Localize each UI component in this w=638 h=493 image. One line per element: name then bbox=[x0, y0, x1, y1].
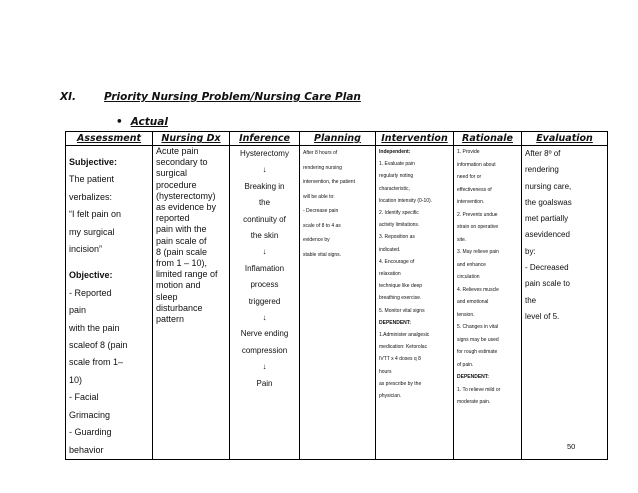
cell-line: 3. May relieve pain bbox=[457, 249, 499, 255]
cell-line: pain scale to bbox=[525, 279, 570, 289]
cell-line: pain bbox=[69, 305, 87, 316]
cell-line: 2. Identify specific bbox=[379, 210, 419, 217]
cell-line: from 1 – 10), bbox=[156, 258, 208, 269]
cell-line: limited range of bbox=[156, 269, 218, 280]
cell-line: the bbox=[525, 295, 537, 305]
cell-line: pain with the bbox=[156, 224, 207, 235]
cell-line: 8 (pain scale bbox=[156, 246, 208, 257]
cell-line: sleep bbox=[156, 291, 178, 302]
cell-line: for rough estimate bbox=[457, 349, 498, 355]
cell-line: Breaking in bbox=[244, 181, 285, 191]
cell-line: pain scale of bbox=[156, 235, 207, 246]
cell-line: ↓ bbox=[262, 247, 267, 257]
section-number: XI. bbox=[60, 91, 76, 103]
cell-line: 1. Evaluate pain bbox=[379, 161, 415, 168]
planning-cell bbox=[300, 146, 376, 460]
page-number: 50 bbox=[567, 442, 576, 451]
cell-line: 10) bbox=[69, 374, 83, 385]
cell-line: The patient bbox=[69, 174, 115, 185]
cell-line: effectiveness of bbox=[457, 186, 492, 193]
cell-line: site. bbox=[457, 236, 467, 243]
section-heading bbox=[60, 91, 361, 103]
cell-line: incision” bbox=[69, 244, 103, 255]
cell-line: breathing exercise. bbox=[379, 295, 422, 302]
assessment-cell bbox=[66, 146, 153, 460]
cell-line: Grimacing bbox=[69, 409, 111, 420]
cell-line: procedure bbox=[156, 179, 197, 190]
header-evaluation: Evaluation bbox=[522, 132, 608, 146]
cell-line: DEPENDENT: bbox=[457, 374, 489, 380]
cell-line: signs may be used bbox=[457, 336, 499, 343]
cell-line: nursing care, bbox=[525, 181, 572, 191]
cell-line: 5. Monitor vital signs bbox=[379, 307, 425, 314]
cell-line: verbalizes: bbox=[69, 191, 113, 202]
cell-line: my surgical bbox=[69, 226, 115, 237]
cell-line: ↓ bbox=[262, 313, 267, 323]
cell-line: Subjective: bbox=[69, 157, 118, 167]
cell-line: location intensity (0-10). bbox=[379, 197, 433, 204]
cell-line: activity limitations. bbox=[379, 222, 420, 229]
cell-line: information about bbox=[457, 161, 496, 168]
cell-line: behavior bbox=[69, 444, 104, 455]
cell-line: Acute pain bbox=[156, 146, 199, 156]
cell-line: process bbox=[250, 280, 279, 290]
cell-line: ↓ bbox=[262, 165, 267, 175]
cell-line: 1. To relieve mild or bbox=[457, 386, 501, 393]
cell-line: 4. Encourage of bbox=[379, 258, 415, 265]
cell-line: Inflamation bbox=[244, 263, 285, 273]
cell-line: scale from 1– bbox=[69, 357, 124, 368]
cell-line: reported bbox=[156, 213, 190, 224]
cell-line: relaxation bbox=[379, 271, 401, 278]
section-title-text: Priority Nursing Problem/Nursing Care Plan bbox=[104, 91, 361, 103]
cell-line: technique like deep bbox=[379, 283, 423, 290]
cell-line: 5. Changes in vital bbox=[457, 324, 499, 330]
cell-line: regularly noting bbox=[379, 173, 414, 180]
bullet-dot: • bbox=[116, 116, 123, 128]
cell-line: Nerve ending bbox=[240, 329, 289, 339]
cell-line: 2. Prevents undue bbox=[457, 211, 498, 218]
cell-line: 1.Administer analgesic bbox=[379, 332, 430, 339]
cell-line: characteristic, bbox=[379, 185, 410, 192]
cell-line: Hysterectomy bbox=[240, 149, 289, 158]
cell-line: 4. Relieves muscle bbox=[457, 286, 499, 293]
header-intervention: Intervention bbox=[376, 132, 454, 146]
rationale-cell bbox=[454, 146, 522, 460]
cell-line: indicated. bbox=[379, 246, 401, 253]
table-row bbox=[66, 146, 608, 460]
cell-line: strain on operative bbox=[457, 224, 499, 230]
cell-line: and enhance bbox=[457, 261, 486, 268]
header-assessment: Assessment bbox=[66, 132, 153, 146]
cell-line: Objective: bbox=[69, 270, 113, 281]
cell-line: secondary to bbox=[156, 157, 208, 168]
cell-line: asevidenced bbox=[525, 230, 570, 240]
cell-line: - Decrease pain bbox=[303, 208, 339, 214]
cell-line: disturbance bbox=[156, 302, 203, 313]
cell-line: moderate pain. bbox=[457, 399, 491, 405]
intervention-cell bbox=[376, 146, 454, 460]
cell-line: compression bbox=[241, 345, 288, 355]
cell-line: tension. bbox=[457, 311, 475, 318]
cell-line: - Guarding bbox=[69, 427, 112, 438]
cell-line: continuity of bbox=[243, 214, 286, 224]
cell-line: of pain. bbox=[457, 361, 474, 368]
cell-line: stable vital signs. bbox=[303, 251, 342, 258]
cell-line: scale of 8 to 4 as bbox=[303, 222, 341, 229]
cell-line: the skin bbox=[250, 231, 279, 241]
cell-line: 1. Provide bbox=[457, 149, 480, 155]
cell-line: Pain bbox=[256, 378, 273, 388]
cell-line: by: bbox=[525, 246, 536, 256]
cell-line: “I felt pain on bbox=[69, 209, 122, 220]
cell-line: rendering bbox=[525, 165, 559, 175]
cell-line bbox=[69, 258, 149, 267]
cell-line: pattern bbox=[156, 314, 185, 325]
cell-line: rendering nursing bbox=[303, 164, 342, 171]
cell-line: need for or bbox=[457, 174, 482, 180]
cell-line: After 8º of bbox=[525, 149, 561, 158]
cell-line: triggered bbox=[248, 296, 281, 306]
nursing-dx-cell bbox=[153, 146, 230, 460]
cell-line: IVTT x 4 doses q 8 bbox=[379, 356, 421, 363]
nursing-care-plan-table bbox=[65, 131, 608, 460]
evaluation-cell bbox=[522, 146, 608, 460]
header-planning: Planning bbox=[300, 132, 376, 146]
cell-line: physician. bbox=[379, 393, 402, 400]
cell-line: medication: Ketorolac bbox=[379, 344, 428, 351]
header-inference: Inference bbox=[230, 132, 300, 146]
cell-line: DEPENDENT: bbox=[379, 319, 411, 326]
cell-line: intervention, the patient bbox=[303, 179, 355, 185]
cell-line: the bbox=[258, 198, 271, 208]
cell-line: motion and bbox=[156, 280, 201, 291]
cell-line: intervention. bbox=[457, 199, 485, 205]
cell-line: and emotional bbox=[457, 299, 489, 305]
cell-line: with the pain bbox=[69, 322, 120, 333]
cell-line: met partially bbox=[525, 214, 569, 224]
cell-line: After 8 hours of bbox=[303, 150, 338, 156]
table-header-row bbox=[66, 132, 608, 146]
cell-line: hours bbox=[379, 368, 392, 375]
cell-line: the goalswas bbox=[525, 197, 572, 207]
cell-line: - Reported bbox=[69, 287, 112, 298]
cell-line: - Facial bbox=[69, 392, 99, 403]
cell-line: level of 5. bbox=[525, 311, 560, 321]
cell-line: 3. Reposition as bbox=[379, 234, 415, 241]
cell-line: Independent: bbox=[379, 149, 411, 155]
bullet-actual bbox=[116, 116, 168, 128]
header-rationale: Rationale bbox=[454, 132, 522, 146]
cell-line: evidence by bbox=[303, 237, 330, 243]
cell-line: will be able to: bbox=[303, 193, 335, 200]
cell-line: (hysterectomy) bbox=[156, 190, 216, 201]
cell-line: - Decreased bbox=[525, 263, 569, 273]
cell-line: ↓ bbox=[262, 362, 267, 372]
header-nursing-dx: Nursing Dx bbox=[153, 132, 230, 146]
cell-line: surgical bbox=[156, 168, 188, 179]
cell-line: as evidence by bbox=[156, 202, 217, 213]
cell-line: scaleof 8 (pain bbox=[69, 340, 128, 351]
cell-line: circulation bbox=[457, 274, 480, 280]
bullet-text: Actual bbox=[130, 116, 168, 128]
cell-line: as prescribe by the bbox=[379, 380, 422, 387]
inference-cell bbox=[230, 146, 300, 460]
